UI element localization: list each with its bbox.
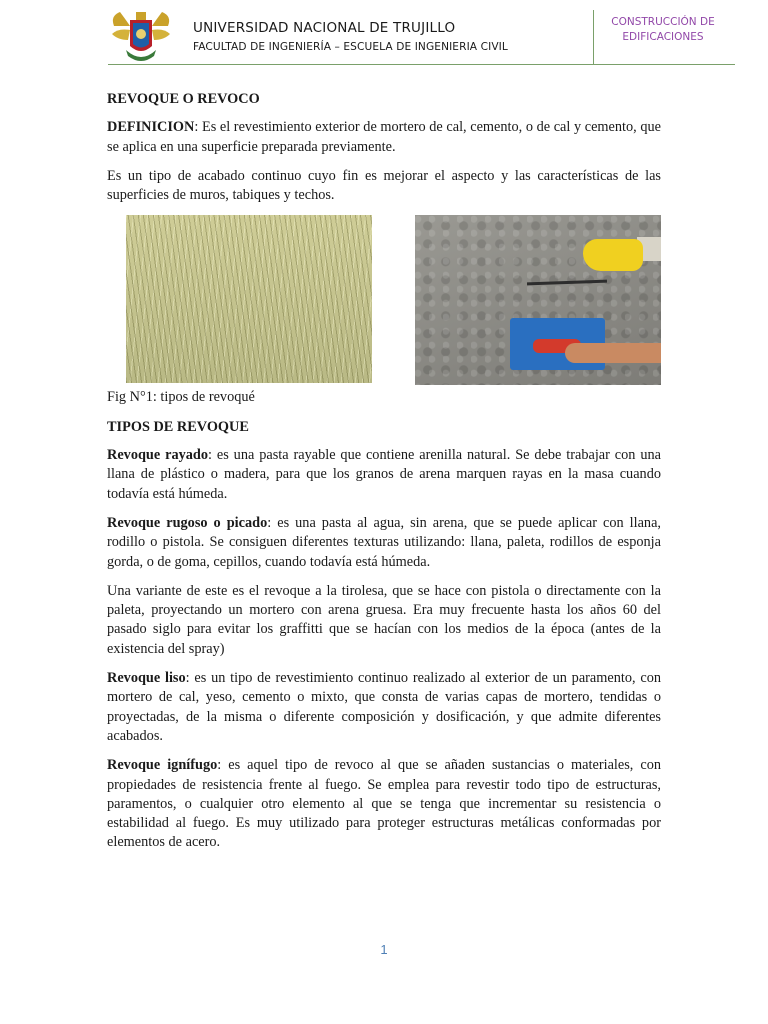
course-title-line-2: EDIFICACIONES [622, 31, 704, 43]
photo-yellow-glove [583, 239, 643, 271]
course-title-line-1: CONSTRUCCIÓN DE [611, 16, 715, 28]
plastering-photo [415, 215, 661, 385]
type-paragraph-liso [107, 669, 661, 746]
types-heading: TIPOS DE REVOQUE [107, 418, 249, 435]
type-paragraph-rayado [107, 446, 661, 504]
definition-term: DEFINICION [107, 119, 195, 136]
header-vertical-divider [593, 10, 594, 65]
type-term: Revoque rugoso o picado [107, 514, 268, 531]
university-crest-logo [108, 6, 174, 64]
photo-trowel [527, 280, 607, 286]
type-text: : es una pasta al agua, sin arena, que se puede aplicar con llana, rodillo o pistola. Se consiguen diferentes texturas utilizando: llana, paleta, rodillos de esponja gorda, o de goma, cepillos, cuando todavía está húmeda. [107, 514, 661, 570]
definition-text: : Es el revestimiento exterior de mortero de cal, cemento, o de cal y cemento, que se aplica en una superficie preparada previamente. [107, 119, 661, 155]
page-header [0, 0, 768, 66]
intro-paragraph: Es un tipo de acabado continuo cuyo fin es mejorar el aspecto y las características de las superficies de muros, tabiques y techos. [107, 167, 661, 204]
type-text: : es aquel tipo de revoco al que se añaden sustancias o materiales, con propiedades de resistencia frente al fuego. Se emplea para revestir todo tipo de estructuras, paramentos, o cualquier otro elemento al que se tenga que incrementar su resistencia o estabilidad al fuego. Es muy utilizado para proteger estructuras metálicas conformadas por elementos de acero. [107, 757, 662, 851]
type-term: Revoque ignífugo [107, 757, 218, 774]
document-title: REVOQUE O REVOCO [107, 91, 260, 107]
figure-caption: Fig N°1: tipos de revoqué [107, 389, 255, 406]
figure-row [107, 215, 661, 385]
page-number: 1 [380, 942, 388, 957]
definition-paragraph [107, 118, 661, 157]
type-term: Revoque liso [107, 670, 186, 687]
faculty-name: FACULTAD DE INGENIERÍA – ESCUELA DE INGENIERIA CIVIL [193, 41, 508, 53]
type-paragraph-rugoso [107, 514, 661, 572]
rayado-texture-photo [126, 215, 372, 383]
header-rule [108, 64, 735, 65]
university-name: UNIVERSIDAD NACIONAL DE TRUJILLO [193, 20, 456, 36]
type-paragraph-ignifugo [107, 756, 661, 852]
type-term: Revoque rayado [107, 447, 208, 464]
course-title [596, 15, 730, 45]
type-text: : es una pasta rayable que contiene arenilla natural. Se debe trabajar con una llana de plástico o madera, para que los granos de arena marquen rayas en la masa cuando todavía está húmeda. [107, 447, 661, 502]
document-body [107, 90, 661, 863]
tirolesa-paragraph: Una variante de este es el revoque a la tirolesa, que se hace con pistola o directamente con la paleta, proyectando un mortero con arena gruesa. Era muy frecuente hasta los años 60 del pasado siglo para evitar los graffitti que se hacían con los medios de la época (antes de la existencia del spray) [107, 582, 661, 657]
type-text: : es un tipo de revestimiento continuo realizado al exterior de un paramento, con mortero de cal, yeso, cemento o mixto, que consta de varias capas de mortero, tendidas o proyectadas, de la misma o diferente composición y dosificación, y que admite diferentes acabados. [107, 670, 661, 744]
photo-hand [565, 343, 661, 363]
